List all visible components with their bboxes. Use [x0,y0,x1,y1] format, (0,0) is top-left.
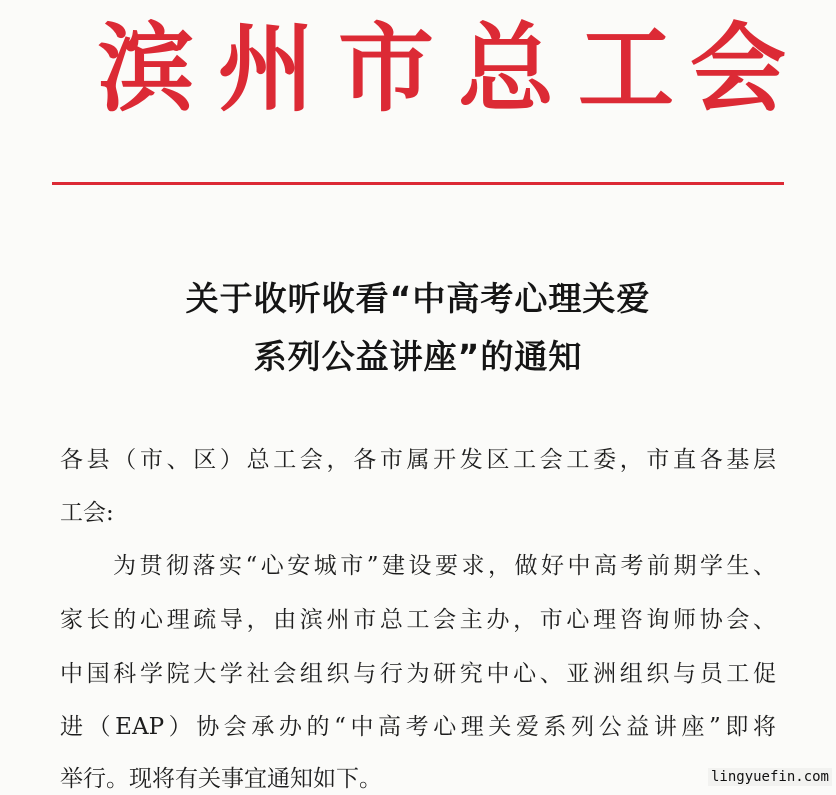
letterhead-char: 总 [458,12,554,125]
site-watermark: lingyuefin.com [708,768,832,786]
document-title-line-1: 关于收听收看“中高考心理关爱 [185,279,651,318]
letterhead-red-rule [52,182,784,185]
recipients-line-1: 各县（市、区）总工会，各市属开发区工会工委，市直各基层 [60,447,776,473]
body-paragraph-line: 为贯彻落实“心安城市”建设要求，做好中高考前期学生、 [60,553,776,579]
letterhead-char: 会 [690,12,786,125]
recipients-line-2: 工会: [60,500,114,526]
letterhead-char: 州 [218,12,314,125]
letterhead-char: 工 [578,12,674,125]
body-paragraph-line: 进（EAP）协会承办的“中高考心理关爱系列公益讲座”即将 [60,714,776,740]
letterhead [0,14,836,124]
letterhead-char: 市 [338,12,434,125]
letterhead-char: 滨 [98,12,194,125]
document-title-line-2: 系列公益讲座”的通知 [253,337,583,376]
body-paragraph-line: 中国科学院大学社会组织与行为研究中心、亚洲组织与员工促 [60,661,776,687]
body-paragraph-line: 举行。现将有关事宜通知如下。 [60,766,382,792]
body-paragraph-line: 家长的心理疏导，由滨州市总工会主办，市心理咨询师协会、 [60,607,776,633]
